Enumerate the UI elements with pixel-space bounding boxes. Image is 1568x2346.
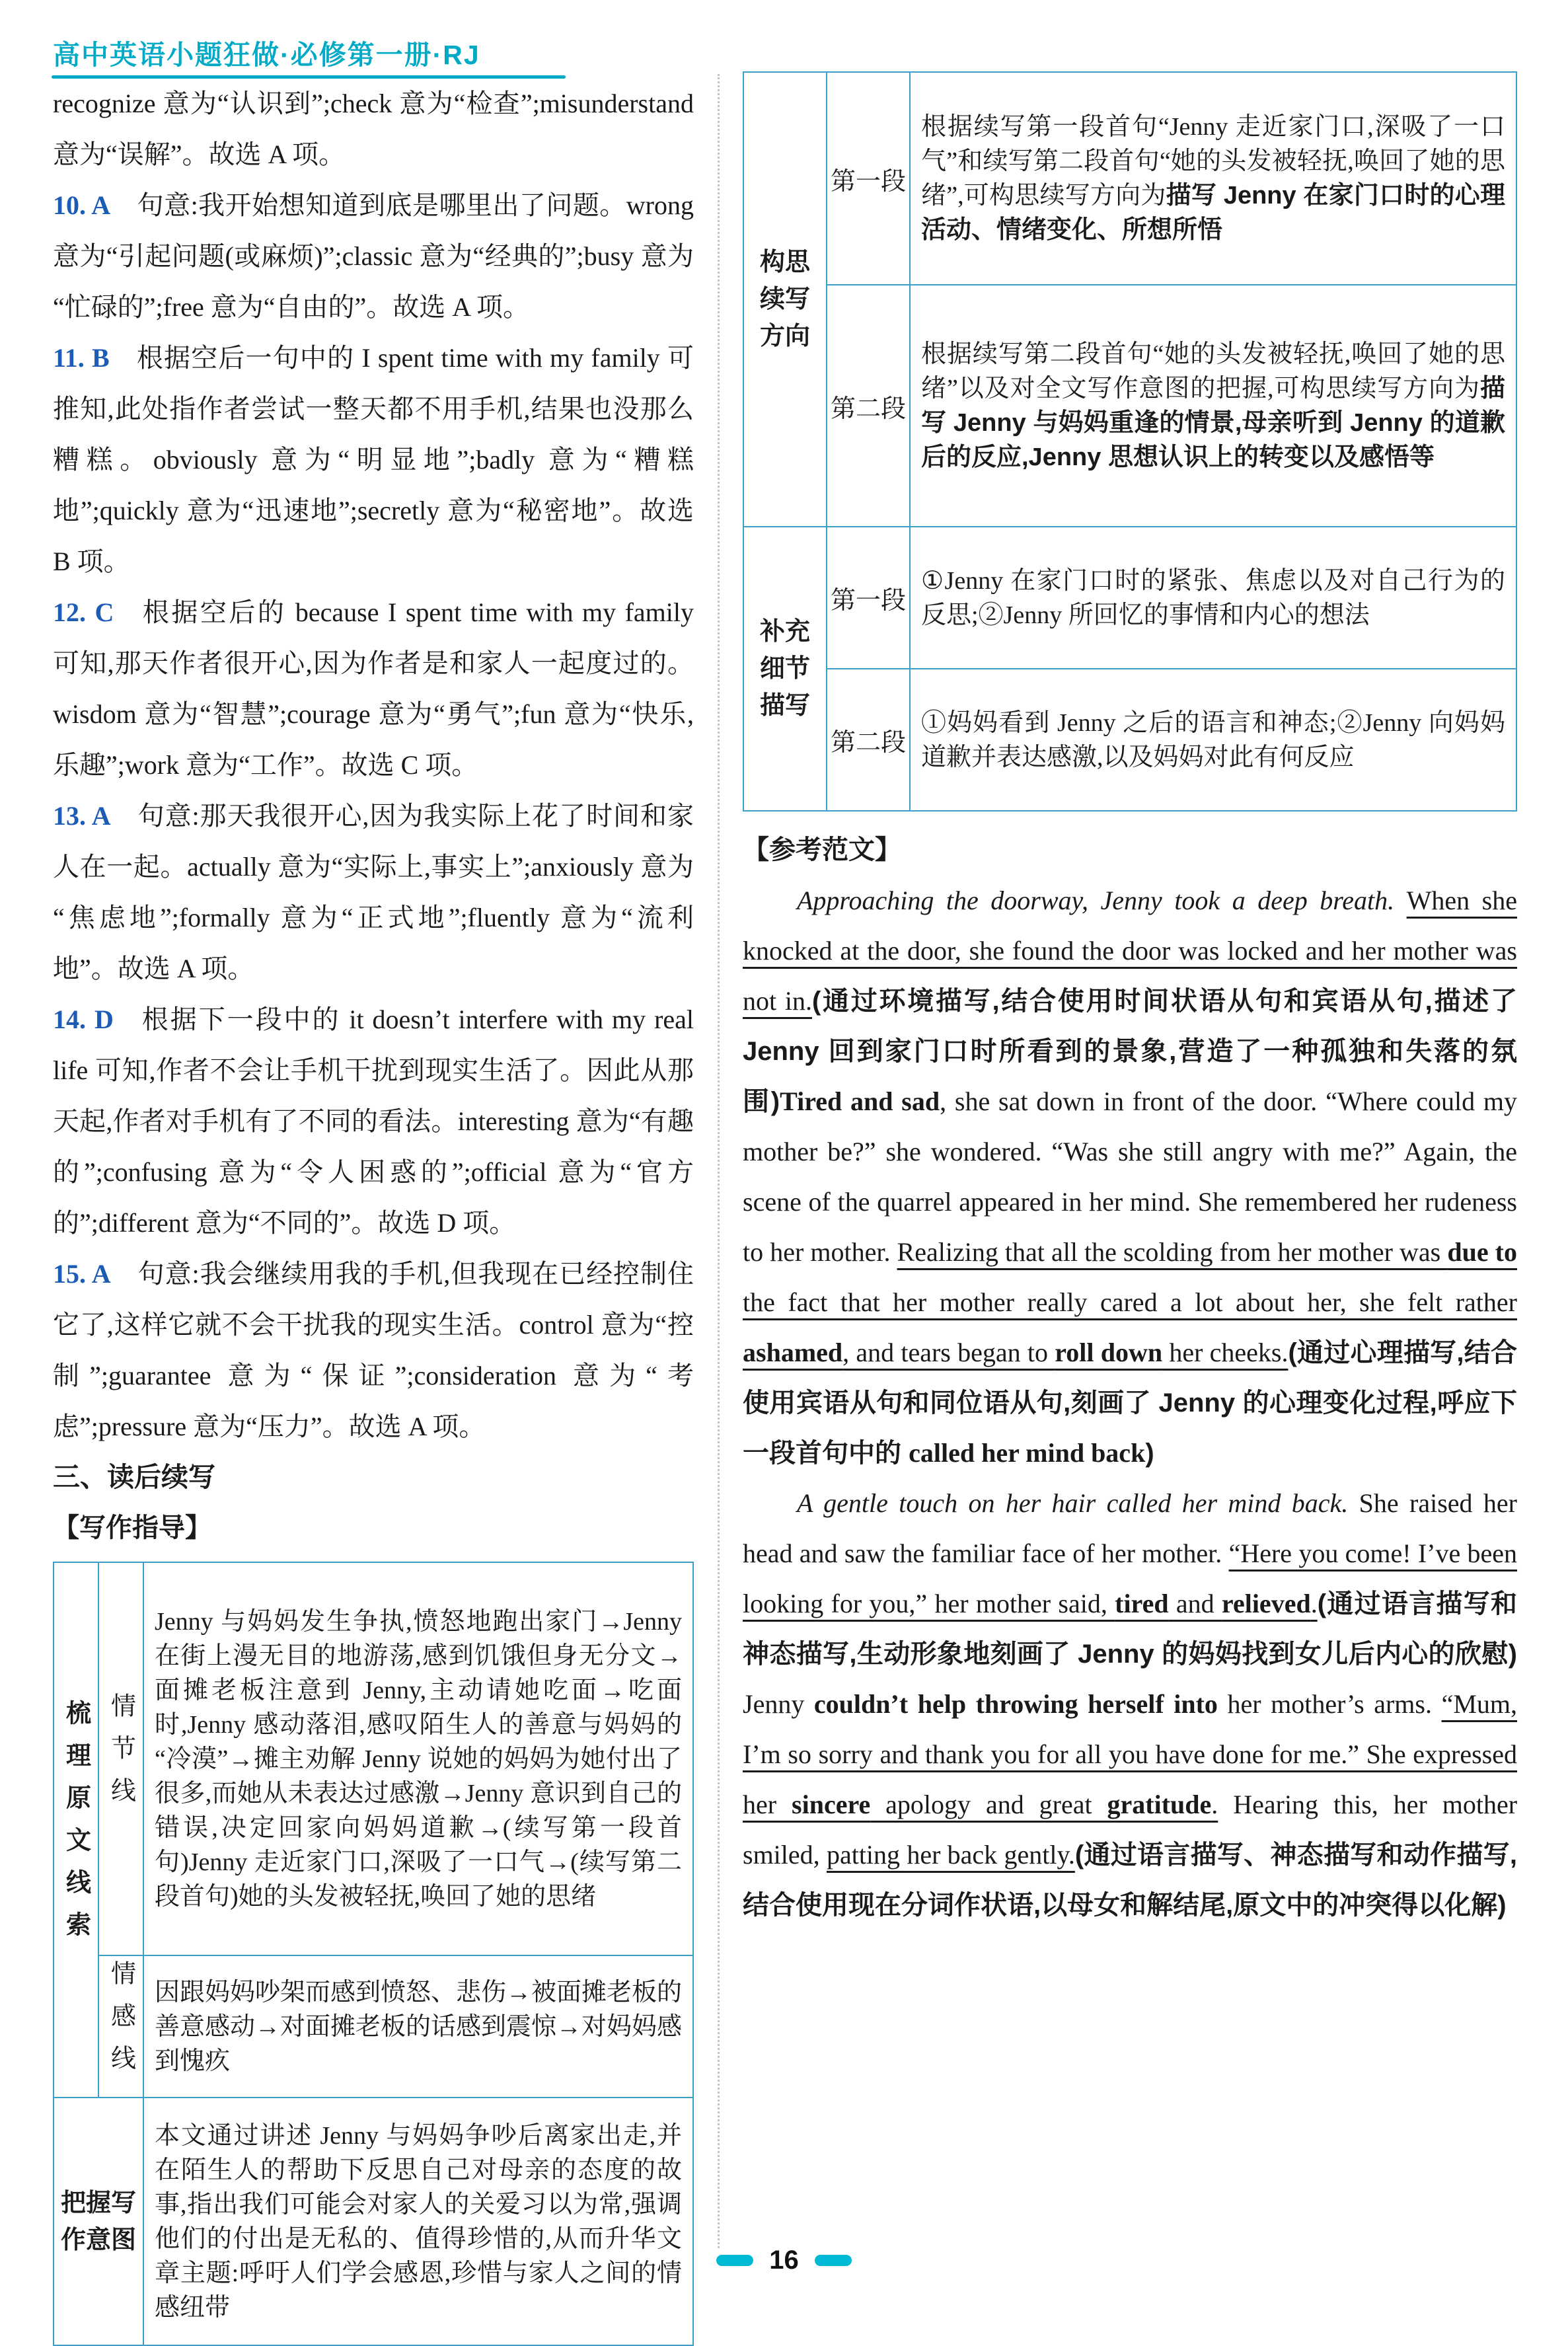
clue-table-plot-label: 情节线 (106, 1692, 135, 1819)
clue-table-emotion-label: 情感线 (106, 1959, 135, 2087)
clue-table-outline-header: 梳理原文线索 (61, 1700, 90, 1953)
column-divider (718, 74, 720, 2248)
clue-table-row-emotion (54, 1955, 693, 2098)
sample-essay-paragraph-2: A gentle touch on her hair called her mind back. She raised her head and saw the familiar face of her mother. “Here you come! I’ve been looking for you,” her mother said, tired and relieved.(通过语言描写和神态描写,生动形象地刻画了 Jenny 的妈妈找到女儿后内心的欣慰) Jenny couldn’t help throwing herself into her mother’s arms. “Mum, I’m so sorry and thank you for all you have done for me.” She expressed her sincere apology and great gratitude. Hearing this, her mother smiled, patting her back gently.(通过语言描写、神态描写和动作描写,结合使用现在分词作状语,以母女和解结尾,原文中的冲突得以化解) (743, 1488, 1518, 1920)
clue-table-intent-text: 本文通过讲述 Jenny 与妈妈争吵后离家出走,并在陌生人的帮助下反思自己对母亲的态度的故事,指出我们可能会对家人的关爱习以为常,强调他们的付出是无私的、值得珍惜的,从而升华文章主题:呼吁人们学会感恩,珍惜与家人之间的情感纽带 (143, 2098, 693, 2345)
answer-item-15: 15. A 句意:我会继续用我的手机,但我现在已经控制住它了,这样它就不会干扰我的现实生活。control 意为“控制”;guarantee 意为“保证”;consideration 意为“考虑”;pressure 意为“压力”。故选 A 项。 (53, 1259, 694, 1441)
clue-table-emotion-label-cell (98, 1955, 143, 2098)
page-marker-bar-left (716, 2255, 753, 2266)
right-column (743, 71, 1517, 1930)
left-column (53, 78, 694, 2346)
clue-table-row-plot (54, 1562, 693, 1955)
direction-table-row-1 (743, 72, 1516, 285)
clue-table-plot-text: Jenny 与妈妈发生争执,愤怒地跑出家门→Jenny 在街上漫无目的地游荡,感到饥饿但身无分文→面摊老板注意到 Jenny,主动请她吃面→吃面时,Jenny 感动落泪,感叹陌生人的善意与妈妈的“冷漠”→摊主劝解 Jenny 说她的妈妈为她付出了很多,而她从未表达过感激→Jenny 意识到自己的错误,决定回家向妈妈道歉→(续写第一段首句)Jenny 走近家门口,深吸了一口气→(续写第二段首句)她的头发被轻抚,唤回了她的思绪 (143, 1562, 693, 1955)
page-marker-bar-right (815, 2255, 852, 2266)
detail-table-row-2 (743, 669, 1516, 811)
answer-item-11: 11. B 根据空后一句中的 I spent time with my family 可推知,此处指作者尝试一整天都不用手机,结果也没那么糟糕。obviously 意为“明显地”;badly 意为“糟糕地”;quickly 意为“迅速地”;secretly 意为“秘密地”。故选 B 项。 (53, 343, 694, 576)
direction-table-para1-label: 第一段 (827, 72, 910, 285)
footer-page-marker (0, 2246, 1568, 2275)
book-header-title: 高中英语小题狂做·必修第一册·RJ (53, 40, 480, 70)
answer-item-12: 12. C 根据空后的 because I spent time with my family 可知,那天作者很开心,因为作者是和家人一起度过的。wisdom 意为“智慧”;courage 意为“勇气”;fun 意为“快乐,乐趣”;work 意为“工作”。故选 C 项。 (53, 597, 694, 780)
clue-table-intent-label: 把握写作意图 (54, 2098, 143, 2345)
clue-table-row-intent (54, 2098, 693, 2345)
direction-table-para1-text: 根据续写第一段首句“Jenny 走近家门口,深吸了一口气”和续写第二段首句“她的头发被轻抚,唤回了她的思绪”,可构思续写方向为描写 Jenny 在家门口时的心理活动、情绪变化、所想所悟 (910, 72, 1516, 285)
clue-table-emotion-text: 因跟妈妈吵架而感到愤怒、悲伤→被面摊老板的善意感动→对面摊老板的话感到震惊→对妈妈感到愧疚 (143, 1955, 693, 2098)
answer-item-10: 10. A 句意:我开始想知道到底是哪里出了问题。wrong 意为“引起问题(或麻烦)”;classic 意为“经典的”;busy 意为“忙碌的”;free 意为“自由的”。故选 A 项。 (53, 190, 694, 322)
continuation-direction-table (743, 71, 1517, 812)
direction-table-para2-text: 根据续写第二段首句“她的头发被轻抚,唤回了她的思绪”以及对全文写作意图的把握,可构思续写方向为描写 Jenny 与妈妈重逢的情景,母亲听到 Jenny 的道歉后的反应,Jenny 思想认识上的转变以及感悟等 (910, 285, 1516, 527)
sample-essay-paragraph-1: Approaching the doorway, Jenny took a deep breath. When she knocked at the door, she found the door was locked and her mother was not in.(通过环境描写,结合使用时间状语从句和宾语从句,描述了 Jenny 回到家门口时所看到的景象,营造了一种孤独和失落的氛围)Tired and sad, she sat down in front of the door. “Where could my mother be?” she wondered. “Was she still angry with me?” Again, the scene of the quarrel appeared in her mind. She remembered her rudeness to her mother. Realizing that all the scolding from her mother was due to the fact that her mother really cared a lot about her, she felt rather ashamed, and tears began to roll down her cheeks.(通过心理描写,结合使用宾语从句和同位语从句,刻画了 Jenny 的心理变化过程,呼应下一段首句中的 called her mind back) (743, 886, 1518, 1468)
clue-table-plot-label-cell (98, 1562, 143, 1955)
direction-table-row-2 (743, 285, 1516, 527)
detail-table-para2-label: 第二段 (827, 669, 910, 811)
section-heading-continuation-writing: 三、读后续写 (53, 1462, 215, 1492)
detail-table-para1-label: 第一段 (827, 527, 910, 669)
answer-explanation-continued: recognize 意为“认识到”;check 意为“检查”;misunderstand 意为“误解”。故选 A 项。 (53, 89, 694, 169)
clue-table (53, 1562, 694, 2346)
answer-item-14: 14. D 根据下一段中的 it doesn’t interfere with my real life 可知,作者不会让手机干扰到现实生活了。因此从那天起,作者对手机有了不同的看法。interesting 意为“有趣的”;confusing 意为“令人困惑的”;official 意为“官方的”;different 意为“不同的”。故选 D 项。 (53, 1004, 694, 1238)
clue-table-outline-header-cell (54, 1562, 98, 2098)
direction-table-para2-label: 第二段 (827, 285, 910, 527)
direction-table-group2-header: 补充细节描写 (743, 527, 827, 811)
detail-table-para2-text: ①妈妈看到 Jenny 之后的语言和神态;②Jenny 向妈妈道歉并表达感激,以及妈妈对此有何反应 (910, 669, 1516, 811)
detail-table-para1-text: ①Jenny 在家门口时的紧张、焦虑以及对自己行为的反思;②Jenny 所回忆的事情和内心的想法 (910, 527, 1516, 669)
sample-essay-label: 【参考范文】 (743, 835, 901, 864)
page-number: 16 (769, 2246, 799, 2275)
direction-table-group1-header: 构思续写方向 (743, 72, 827, 527)
detail-table-row-1 (743, 527, 1516, 669)
writing-guide-label: 【写作指导】 (53, 1513, 211, 1542)
answer-item-13: 13. A 句意:那天我很开心,因为我实际上花了时间和家人在一起。actually 意为“实际上,事实上”;anxiously 意为“焦虑地”;formally 意为“正式地”;fluently 意为“流利地”。故选 A 项。 (53, 801, 694, 983)
